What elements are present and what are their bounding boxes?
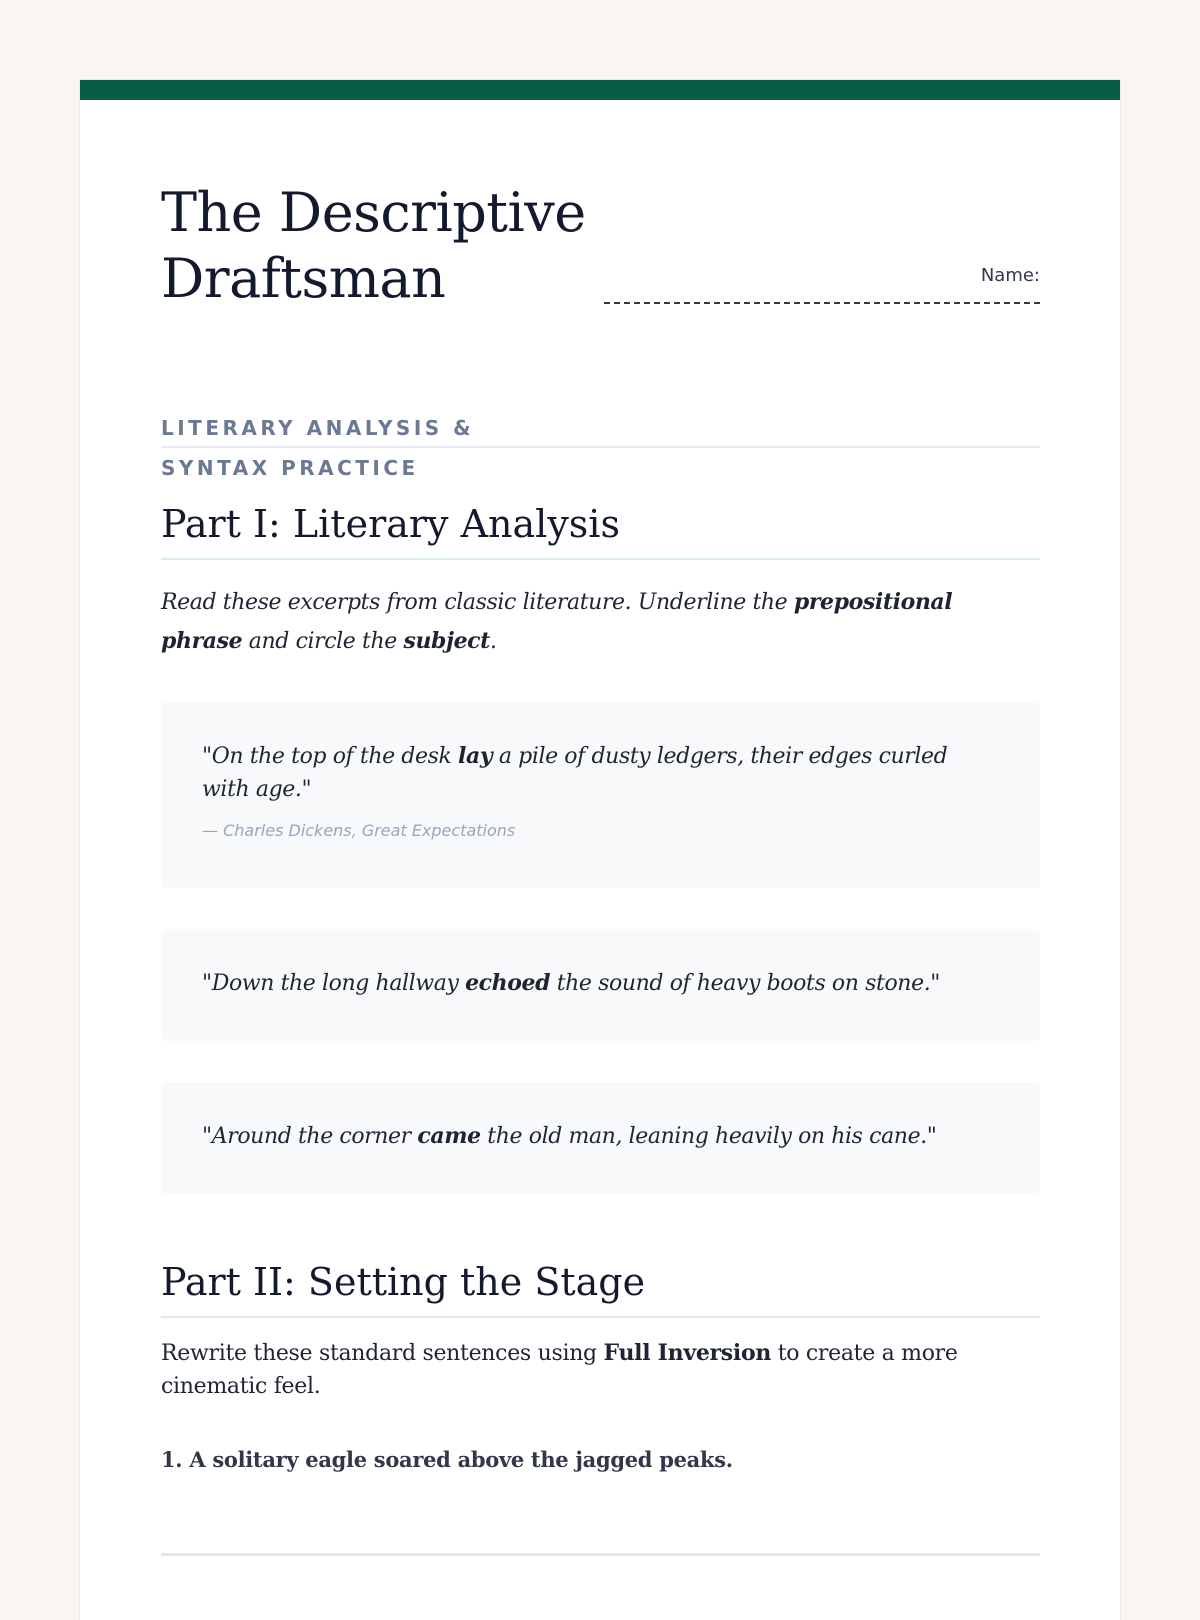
name-label: Name: xyxy=(980,265,1040,286)
quote-card xyxy=(161,1082,1040,1194)
instructions-text: Read these excerpts from classic literature. Underline the xyxy=(161,590,794,615)
term-subject: subject xyxy=(403,628,490,654)
worksheet-content xyxy=(161,100,1040,1472)
page-subtitle: LITERARY ANALYSIS & SYNTAX PRACTICE xyxy=(161,416,475,480)
part-1-instructions xyxy=(161,583,1040,661)
instructions-text: to create a more cinematic feel. xyxy=(161,1341,958,1399)
page-title: The Descriptive Draftsman xyxy=(161,181,586,310)
quote-text xyxy=(202,967,982,1000)
worksheet-header xyxy=(161,100,1040,480)
quote-text-segment: "Down the long hallway xyxy=(202,971,466,996)
quote-card xyxy=(161,929,1040,1041)
part-2-instructions xyxy=(161,1337,961,1403)
name-field[interactable] xyxy=(600,264,1040,304)
term-full-inversion: Full Inversion xyxy=(603,1340,772,1366)
answer-write-line[interactable] xyxy=(161,1553,1040,1556)
quote-text-segment: "Around the corner xyxy=(202,1124,418,1149)
quote-verb: echoed xyxy=(465,970,551,996)
header-divider xyxy=(161,446,1040,448)
quote-text-segment: the sound of heavy boots on stone." xyxy=(550,971,941,996)
part-2-divider xyxy=(161,1316,1040,1318)
worksheet-page xyxy=(80,80,1120,1620)
part-1-divider xyxy=(161,558,1040,560)
quote-text-segment: the old man, leaning heavily on his cane." xyxy=(480,1124,937,1149)
instructions-text: and circle the xyxy=(242,629,404,654)
name-write-line[interactable] xyxy=(604,302,1040,304)
part-1-heading: Part I: Literary Analysis xyxy=(161,502,620,546)
quote-card xyxy=(161,702,1040,888)
quote-citation: — Charles Dickens, Great Expectations xyxy=(202,821,516,840)
quote-text xyxy=(202,740,982,806)
quote-verb: came xyxy=(417,1123,481,1149)
term-prepositional-phrase: prepositional phrase xyxy=(161,589,953,654)
quote-text xyxy=(202,1120,982,1153)
exercise-prompt: 1. A solitary eagle soared above the jagged peaks. xyxy=(161,1447,733,1472)
part-2-heading: Part II: Setting the Stage xyxy=(161,1260,646,1304)
quote-verb: lay xyxy=(458,743,493,769)
accent-top-bar xyxy=(80,80,1120,100)
instructions-text: Rewrite these standard sentences using xyxy=(161,1341,604,1366)
quote-text-segment: a pile of dusty ledgers, their edges curled with age." xyxy=(202,744,948,802)
instructions-text: . xyxy=(489,629,497,654)
quote-text-segment: "On the top of the desk xyxy=(202,744,459,769)
